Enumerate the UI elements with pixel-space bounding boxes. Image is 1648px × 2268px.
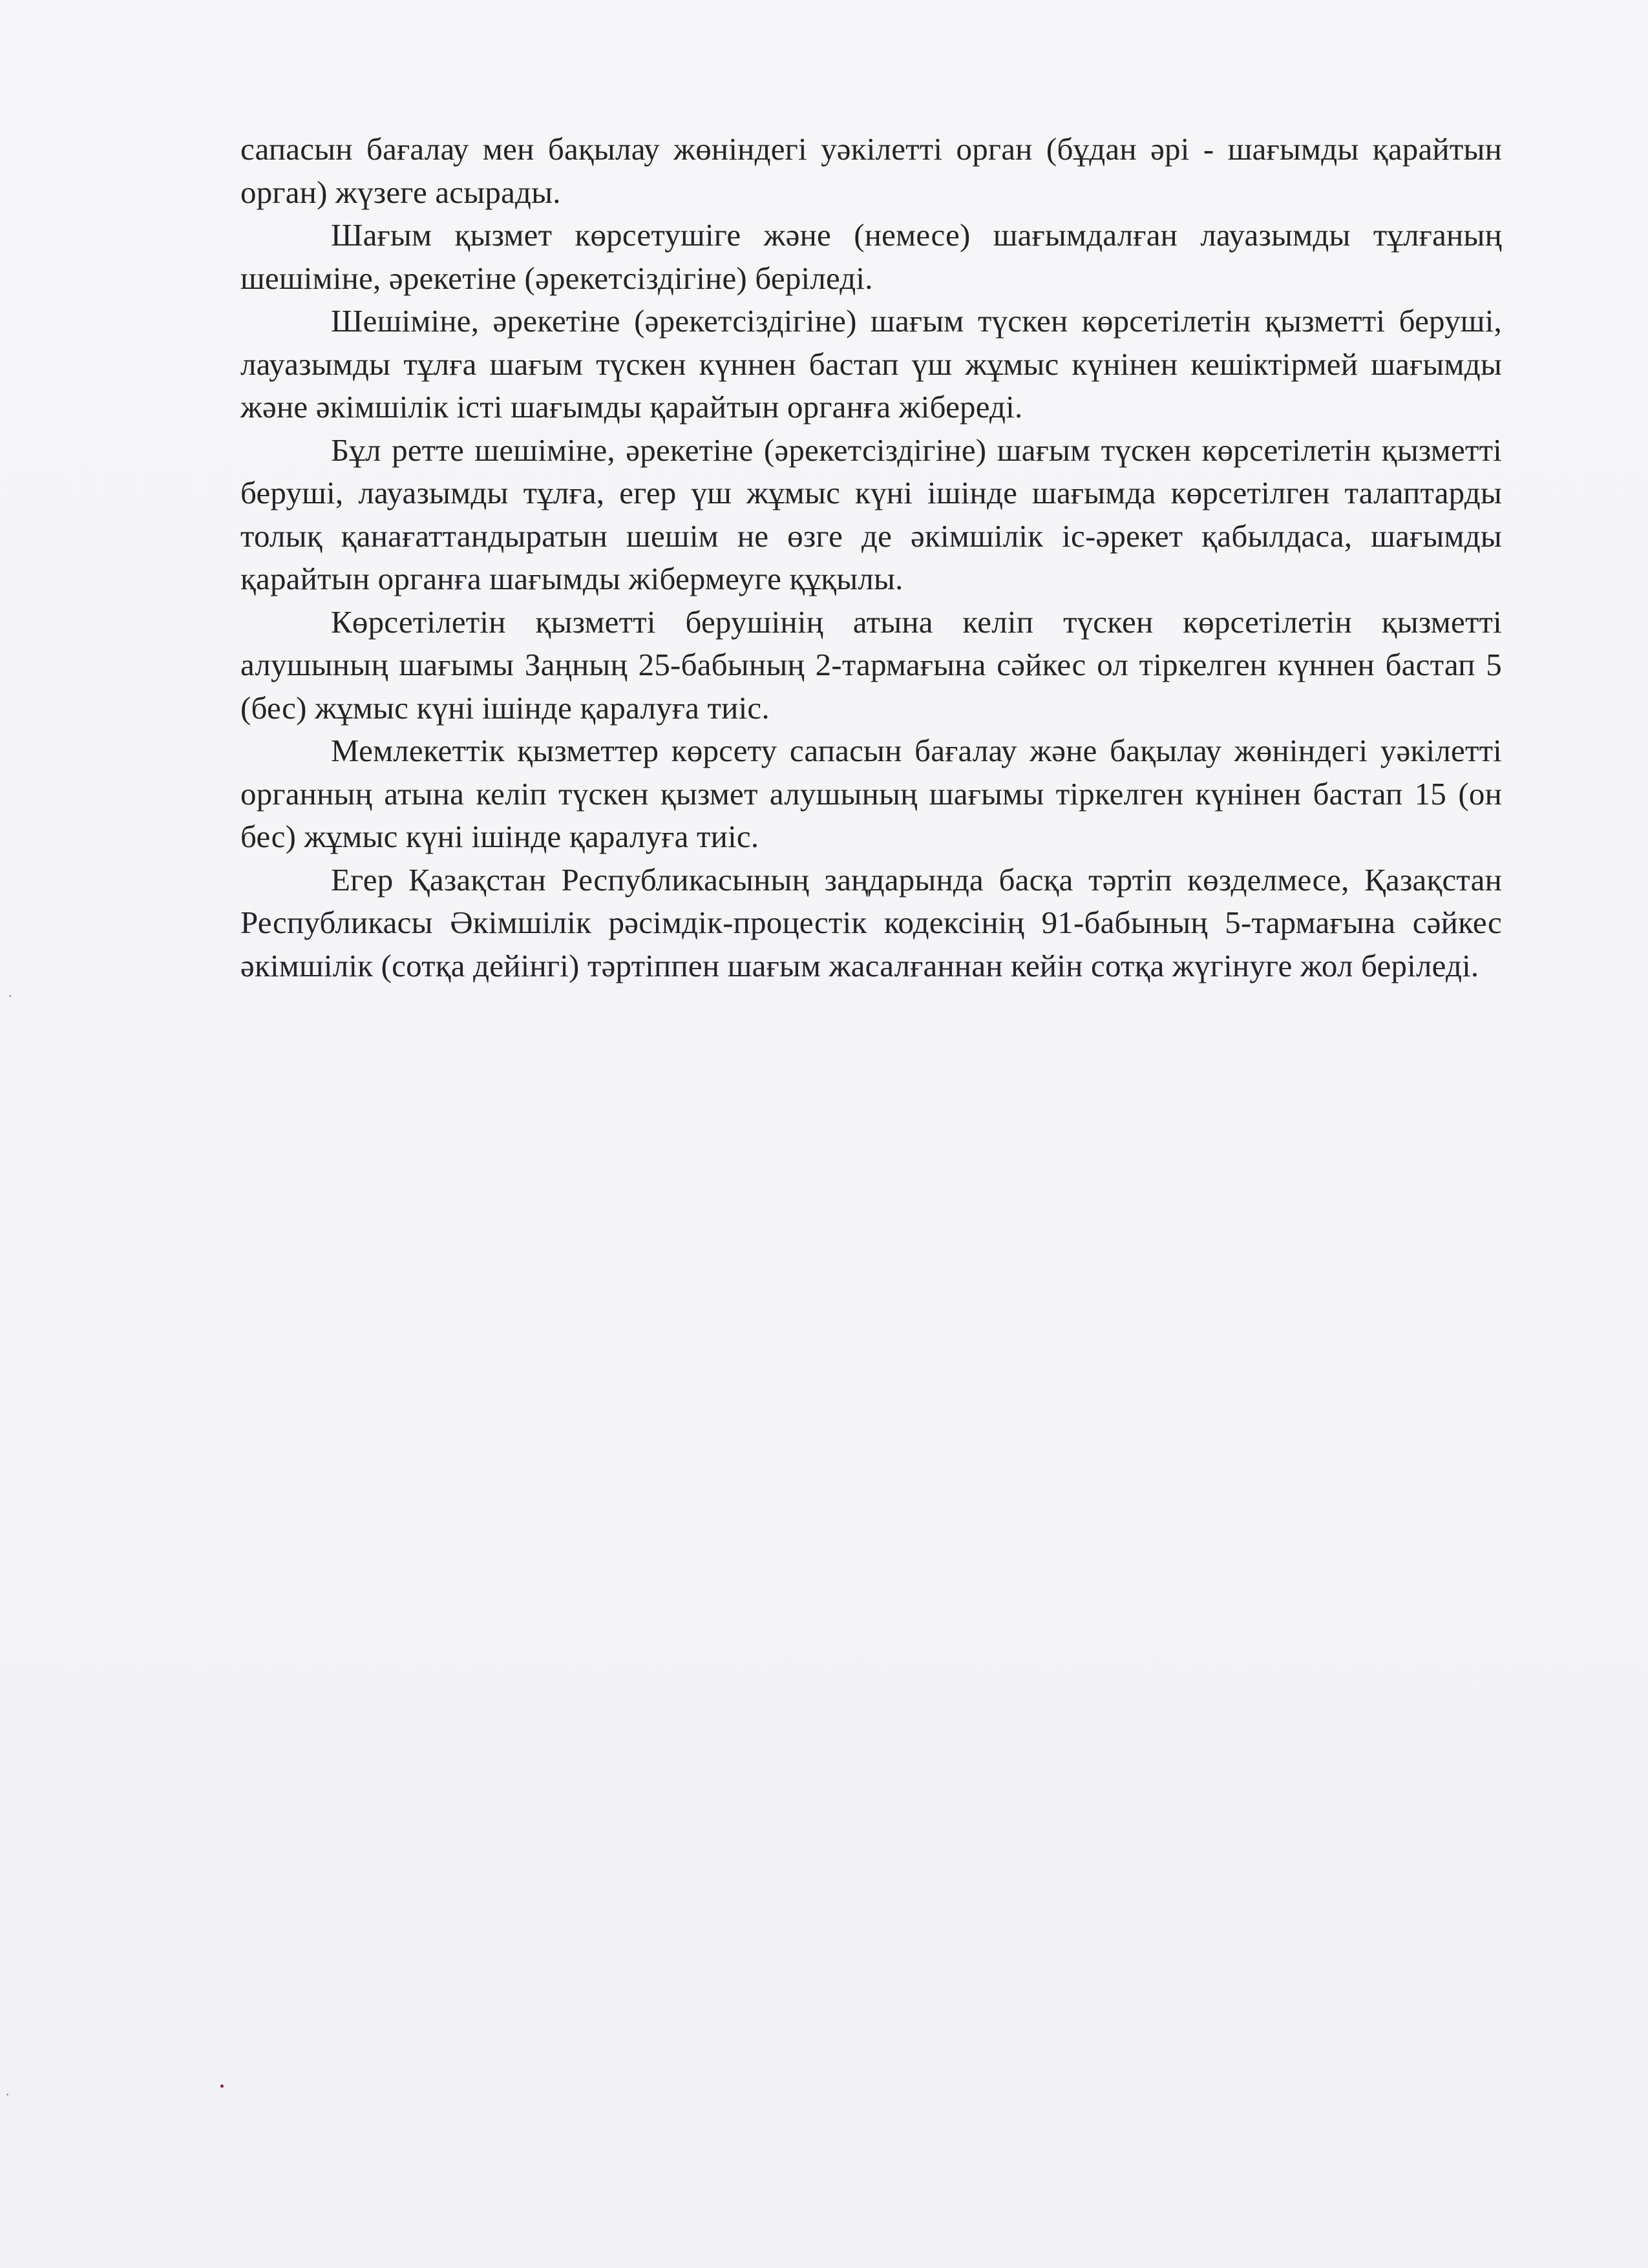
document-body [240,128,1502,987]
ink-speck [220,2084,224,2088]
paragraph-1: сапасын бағалау мен бақылау жөніндегі уәкілетті орган (бұдан әрі - шағымды қарайтын орган) жүзеге асырады. [240,131,1502,210]
paragraph-3: Шешіміне, әрекетіне (әрекетсіздігіне) шағым түскен көрсетілетін қызметті беруші, лауазымды тұлға шағым түскен күннен бастап үш жұмыс күнінен кешіктірмей шағымды және әкімшілік істі шағымды қарайтын органға жібереді. [240,303,1502,425]
paragraph-2: Шағым қызмет көрсетушіге және (немесе) шағымдалған лауазымды тұлғаның шешіміне, әрекетіне (әрекетсіздігіне) беріледі. [240,217,1502,296]
paragraph-4: Бұл ретте шешіміне, әрекетіне (әрекетсіздігіне) шағым түскен көрсетілетін қызметті беруші, лауазымды тұлға, егер үш жұмыс күні ішінде шағымда көрсетілген талаптарды толық қанағаттандыратын шешім не өзге де әкімшілік іс-әрекет қабылдаса, шағымды қарайтын органға шағымды жібермеуге құқылы. [240,432,1502,596]
scan-artifact [9,995,11,997]
scan-artifact [6,2094,8,2095]
paragraph-5: Көрсетілетін қызметті берушінің атына келіп түскен көрсетілетін қызметті алушының шағымы Заңның 25-бабының 2-тармағына сәйкес ол тіркелген күннен бастап 5 (бес) жұмыс күні ішінде қаралуға тиіс. [240,604,1502,726]
paragraph-6: Мемлекеттік қызметтер көрсету сапасын бағалау және бақылау жөніндегі уәкілетті органның атына келіп түскен қызмет алушының шағымы тіркелген күнінен бастап 15 (он бес) жұмыс күні ішінде қаралуға тиіс. [240,733,1502,854]
paragraph-7: Егер Қазақстан Республикасының заңдарында басқа тәртіп көзделмесе, Қазақстан Республикасы Әкімшілік рәсімдік-процестік кодексінің 91-бабының 5-тармағына сәйкес әкімшілік (сотқа дейінгі) тәртіппен шағым жасалғаннан кейін сотқа жүгінуге жол беріледі. [240,861,1502,983]
